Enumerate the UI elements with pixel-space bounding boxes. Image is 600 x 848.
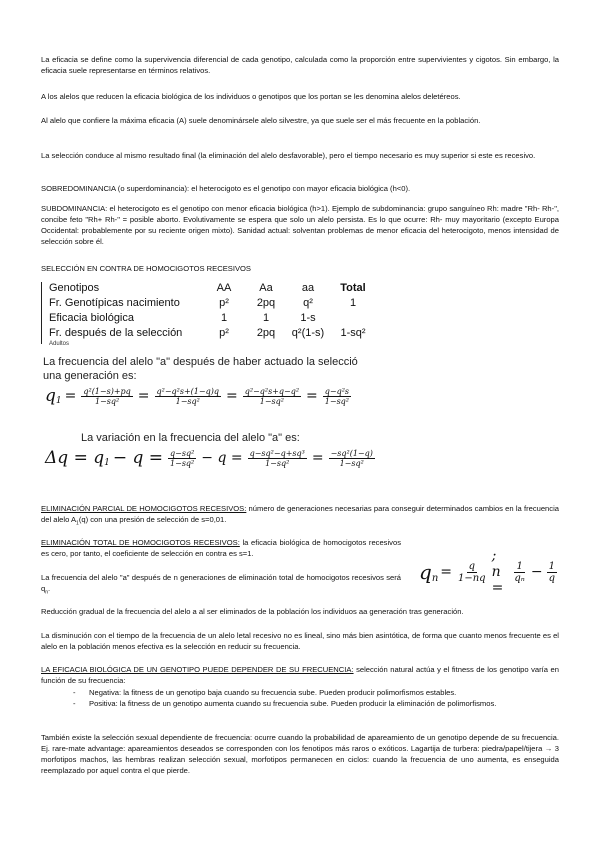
frecuencia-qn-tail: . [48, 584, 51, 593]
paragraph-seleccion-sexual: También existe la selección sexual dependiente de frecuencia: ocurre cuando la probabilidad de apareamiento de un genotipo depende de su frecuencia. Ej. rare-mate advantage: apareamientos deseados se corresponden con los fenotipos más raros o exóticos. Lagartija de turbera: piedra/papel/tijera → 3 morfotipos machos, las hembras realizan selección sexual, morfotipos permanecen en ciclos: cuando la frecuencia de uno aumenta, es enseguida reemplazado por aquel contra el que pierde. [41, 733, 559, 775]
n-equals: ; n = [491, 548, 504, 596]
eficacia-frecuencia-body: selección natural actúa y el fitness de los genotipo varía en función de su frecuencia: [41, 665, 559, 685]
table-left-border [41, 282, 42, 344]
eliminacion-total-body: la eficacia biológica de homocigotos recesivos es cero, por tanto, el coeficiente de selección en contra es s=1. [41, 538, 401, 558]
q1-symbol: q [45, 386, 56, 406]
paragraph-seleccion-recesivo: La selección conduce al mismo resultado final (la eliminación del alelo desfavorable), pero el tiempo necesario es muy superior si este es recesivo. [41, 151, 536, 160]
table-header-row [45, 280, 377, 295]
list-item-text: Negativa: la fitness de un genotipo baja cuando su frecuencia sube. Pueden producir polimorfismos estables. [89, 688, 457, 697]
selection-formula-image [41, 352, 421, 486]
list-item-text: Positiva: la fitness de un genotipo aumenta cuando su frecuencia sube. Pueden producir la eliminación de polimorfismos. [89, 699, 497, 708]
header-aa-hetero: Aa [259, 281, 273, 294]
paragraph-eficacia: La eficacia se define como la supervivencia diferencial de cada genotipo, calculada como la proporción entre supervivientes y cigotos. Sin embargo, la eficacia suele representarse en términos relativos. [41, 55, 559, 75]
qn-symbol: q [419, 560, 432, 584]
cell: 2pq [256, 296, 276, 309]
fraction: $\frac{\text{q−sq²−q+sq³}}{\text{1−sq²}}$ [249, 448, 305, 468]
genotype-table [45, 280, 377, 340]
table-row [45, 325, 377, 340]
fraction: $\frac{\text{q²(1−s)+pq}}{\text{1−sq²}}$ [83, 386, 131, 406]
paragraph-alelo-silvestre: Al alelo que confiere la máxima eficacia (A) suele denominársele alelo silvestre, ya que suele ser el más frecuente en la población. [41, 116, 481, 125]
paragraph-sobredominancia: SOBREDOMINANCIA (o superdominancia): el heterocigoto es el genotipo con mayor eficacia biológica (h<0). [41, 184, 411, 193]
list-dash: - [73, 688, 76, 697]
q1-equation: q 1 = $\frac{\text{q²(1−s)+pq}}{\text{1−sq²}}$ = $\frac{\text{q²−q²s+(1−q)q}}{\text{1−sq²}}$ = $\frac{\text{q²−q²s+q−q²}}{\text{1−sq²}}$ = $\frac{\text{q−q²s}}{\text{1−sq²}}$ [45, 386, 350, 406]
frequency-dependence-list [41, 687, 559, 709]
paragraph-disminucion-asintotica: La disminución con el tiempo de la frecuencia de un alelo letal recesivo no es lineal, sino más bien asintótica, de forma que cuanto menos frecuente es el alelo en la población menos efectiva es la selección en reducir su frecuencia. [41, 631, 559, 651]
fraction: $\frac{\text{q−sq²}}{\text{1−sq²}}$ [170, 448, 195, 468]
qn-formula-subscript: n [431, 572, 439, 584]
fraction: $\frac{q}{1-nq}$ [458, 560, 486, 584]
paragraph-alelos-deletereos: A los alelos que reducen la eficacia biológica de los individuos o genotipos que los portan se les denomina alelos deletéreos. [41, 92, 461, 101]
row-label: Eficacia biológica [49, 311, 134, 324]
delta-q-subscript: 1 [104, 458, 110, 468]
formula-intro-line1: La frecuencia del alelo "a" después de haber actuado la selecció [43, 356, 358, 368]
cell: p² [219, 296, 229, 309]
cell: 1-sq² [340, 326, 366, 339]
delta-q-equation: Δq = q 1 − q = $\frac{\text{q−sq²}}{\text{1−sq²}}$ − q = $\frac{\text{q−sq²−q+sq³}}{\text{1−sq²}}$ = $\frac{\text{−sq²(1−q)}}{\text{1−sq²}}$ [45, 448, 373, 468]
cell: p² [219, 326, 229, 339]
cell [329, 310, 377, 325]
fraction: $\frac{\text{q−q²s}}{\text{1−sq²}}$ [324, 386, 350, 406]
delta-q-symbol: Δq = q [45, 448, 105, 468]
table-row [45, 310, 377, 325]
genotype-table-image [41, 278, 401, 350]
header-genotipos: Genotipos [49, 281, 100, 294]
header-total: Total [340, 281, 366, 294]
list-item [41, 687, 559, 698]
qn-formula-image: q n = $\frac{q}{1-nq}$ ; n = $\frac{1}{\text{qₙ}}$ − $\frac{1}{q}$ [419, 548, 555, 596]
fraction: $\frac{1}{\text{qₙ}}$ [514, 560, 525, 584]
delta-q-minus: − q = [112, 448, 164, 468]
frecuencia-qn-text: La frecuencia del alelo "a" después de n generaciones de eliminación total de homocigotos recesivos será q [41, 573, 401, 593]
eliminacion-total-title: ELIMINACIÓN TOTAL DE HOMOCIGOTOS RECESIVOS: [41, 538, 240, 547]
cell: q²(1-s) [291, 326, 325, 339]
cell: 1 [262, 311, 270, 324]
list-dash: - [73, 699, 76, 708]
eliminacion-parcial-body: número de generaciones necesarias para conseguir determinados cambios en la frecuencia del alelo A [41, 504, 559, 524]
eliminacion-parcial-tail: (q) con una presión de selección de s=0,01. [78, 515, 227, 524]
formula-intro-line3: La variación en la frecuencia del alelo "a" es: [81, 432, 300, 444]
cell: 1 [349, 296, 357, 309]
paragraph-reduccion-gradual: Reducción gradual de la frecuencia del alelo a al ser eliminados de la población los individuos aa generación tras generación. [41, 607, 464, 616]
paragraph-eficacia-frecuencia [41, 664, 559, 686]
cell: 1-s [300, 311, 316, 324]
list-item [41, 698, 559, 709]
q1-subscript: 1 [55, 396, 62, 406]
row-label: Fr. después de la selección [49, 326, 183, 339]
paragraph-frecuencia-qn [41, 572, 401, 599]
section-heading-homocigotos-recesivos: SELECCIÓN EN CONTRA DE HOMOCIGOTOS RECESIVOS [41, 264, 251, 273]
qn-subscript: n [45, 589, 49, 596]
fraction: $\frac{\text{q²−q²s+q−q²}}{\text{1−sq²}}$ [244, 386, 300, 406]
eficacia-frecuencia-title: LA EFICACIA BIOLÓGICA DE UN GENOTIPO PUEDE DEPENDER DE SU FRECUENCIA: [41, 665, 354, 674]
allele-subscript: 1 [76, 520, 79, 527]
paragraph-subdominancia: SUBDOMINANCIA: el heterocigoto es el genotipo con menor eficacia biológica (h>1). Ejemplo de subdominancia: grupo sanguíneo Rh: madre "Rh- Rh-", concibe feto "Rh+ Rh-" = posible aborto. Evolutivamente se espera que solo un alelo persista. Es lo que ocurre: Rh- muy mayoritario (excepto Europa Occidental: probablemente por su reciente origen mixto). Sanidad actual: solventan problemas de menor eficacia del heterocigoto, menos intensidad de selección sobre él. [41, 204, 559, 246]
table-row [45, 295, 377, 310]
header-aa-dominant: AA [216, 281, 232, 294]
cell: q² [303, 296, 313, 309]
cell: 2pq [256, 326, 276, 339]
cell: 1 [220, 311, 228, 324]
fraction: $\frac{1}{q}$ [548, 560, 555, 584]
eliminacion-parcial-title: ELIMINACIÓN PARCIAL DE HOMOCIGOTOS RECESIVOS: [41, 504, 247, 513]
header-aa-recessive: aa [301, 281, 315, 294]
formula-intro-line2: una generación es: [43, 370, 137, 382]
table-footnote: Adultos [49, 341, 70, 347]
fraction: $\frac{\text{−sq²(1−q)}}{\text{1−sq²}}$ [330, 448, 373, 468]
paragraph-eliminacion-parcial [41, 503, 559, 530]
row-label: Fr. Genotípicas nacimiento [49, 296, 180, 309]
paragraph-eliminacion-total [41, 537, 401, 559]
fraction: $\frac{\text{q²−q²s+(1−q)q}}{\text{1−sq²}}$ [156, 386, 219, 406]
